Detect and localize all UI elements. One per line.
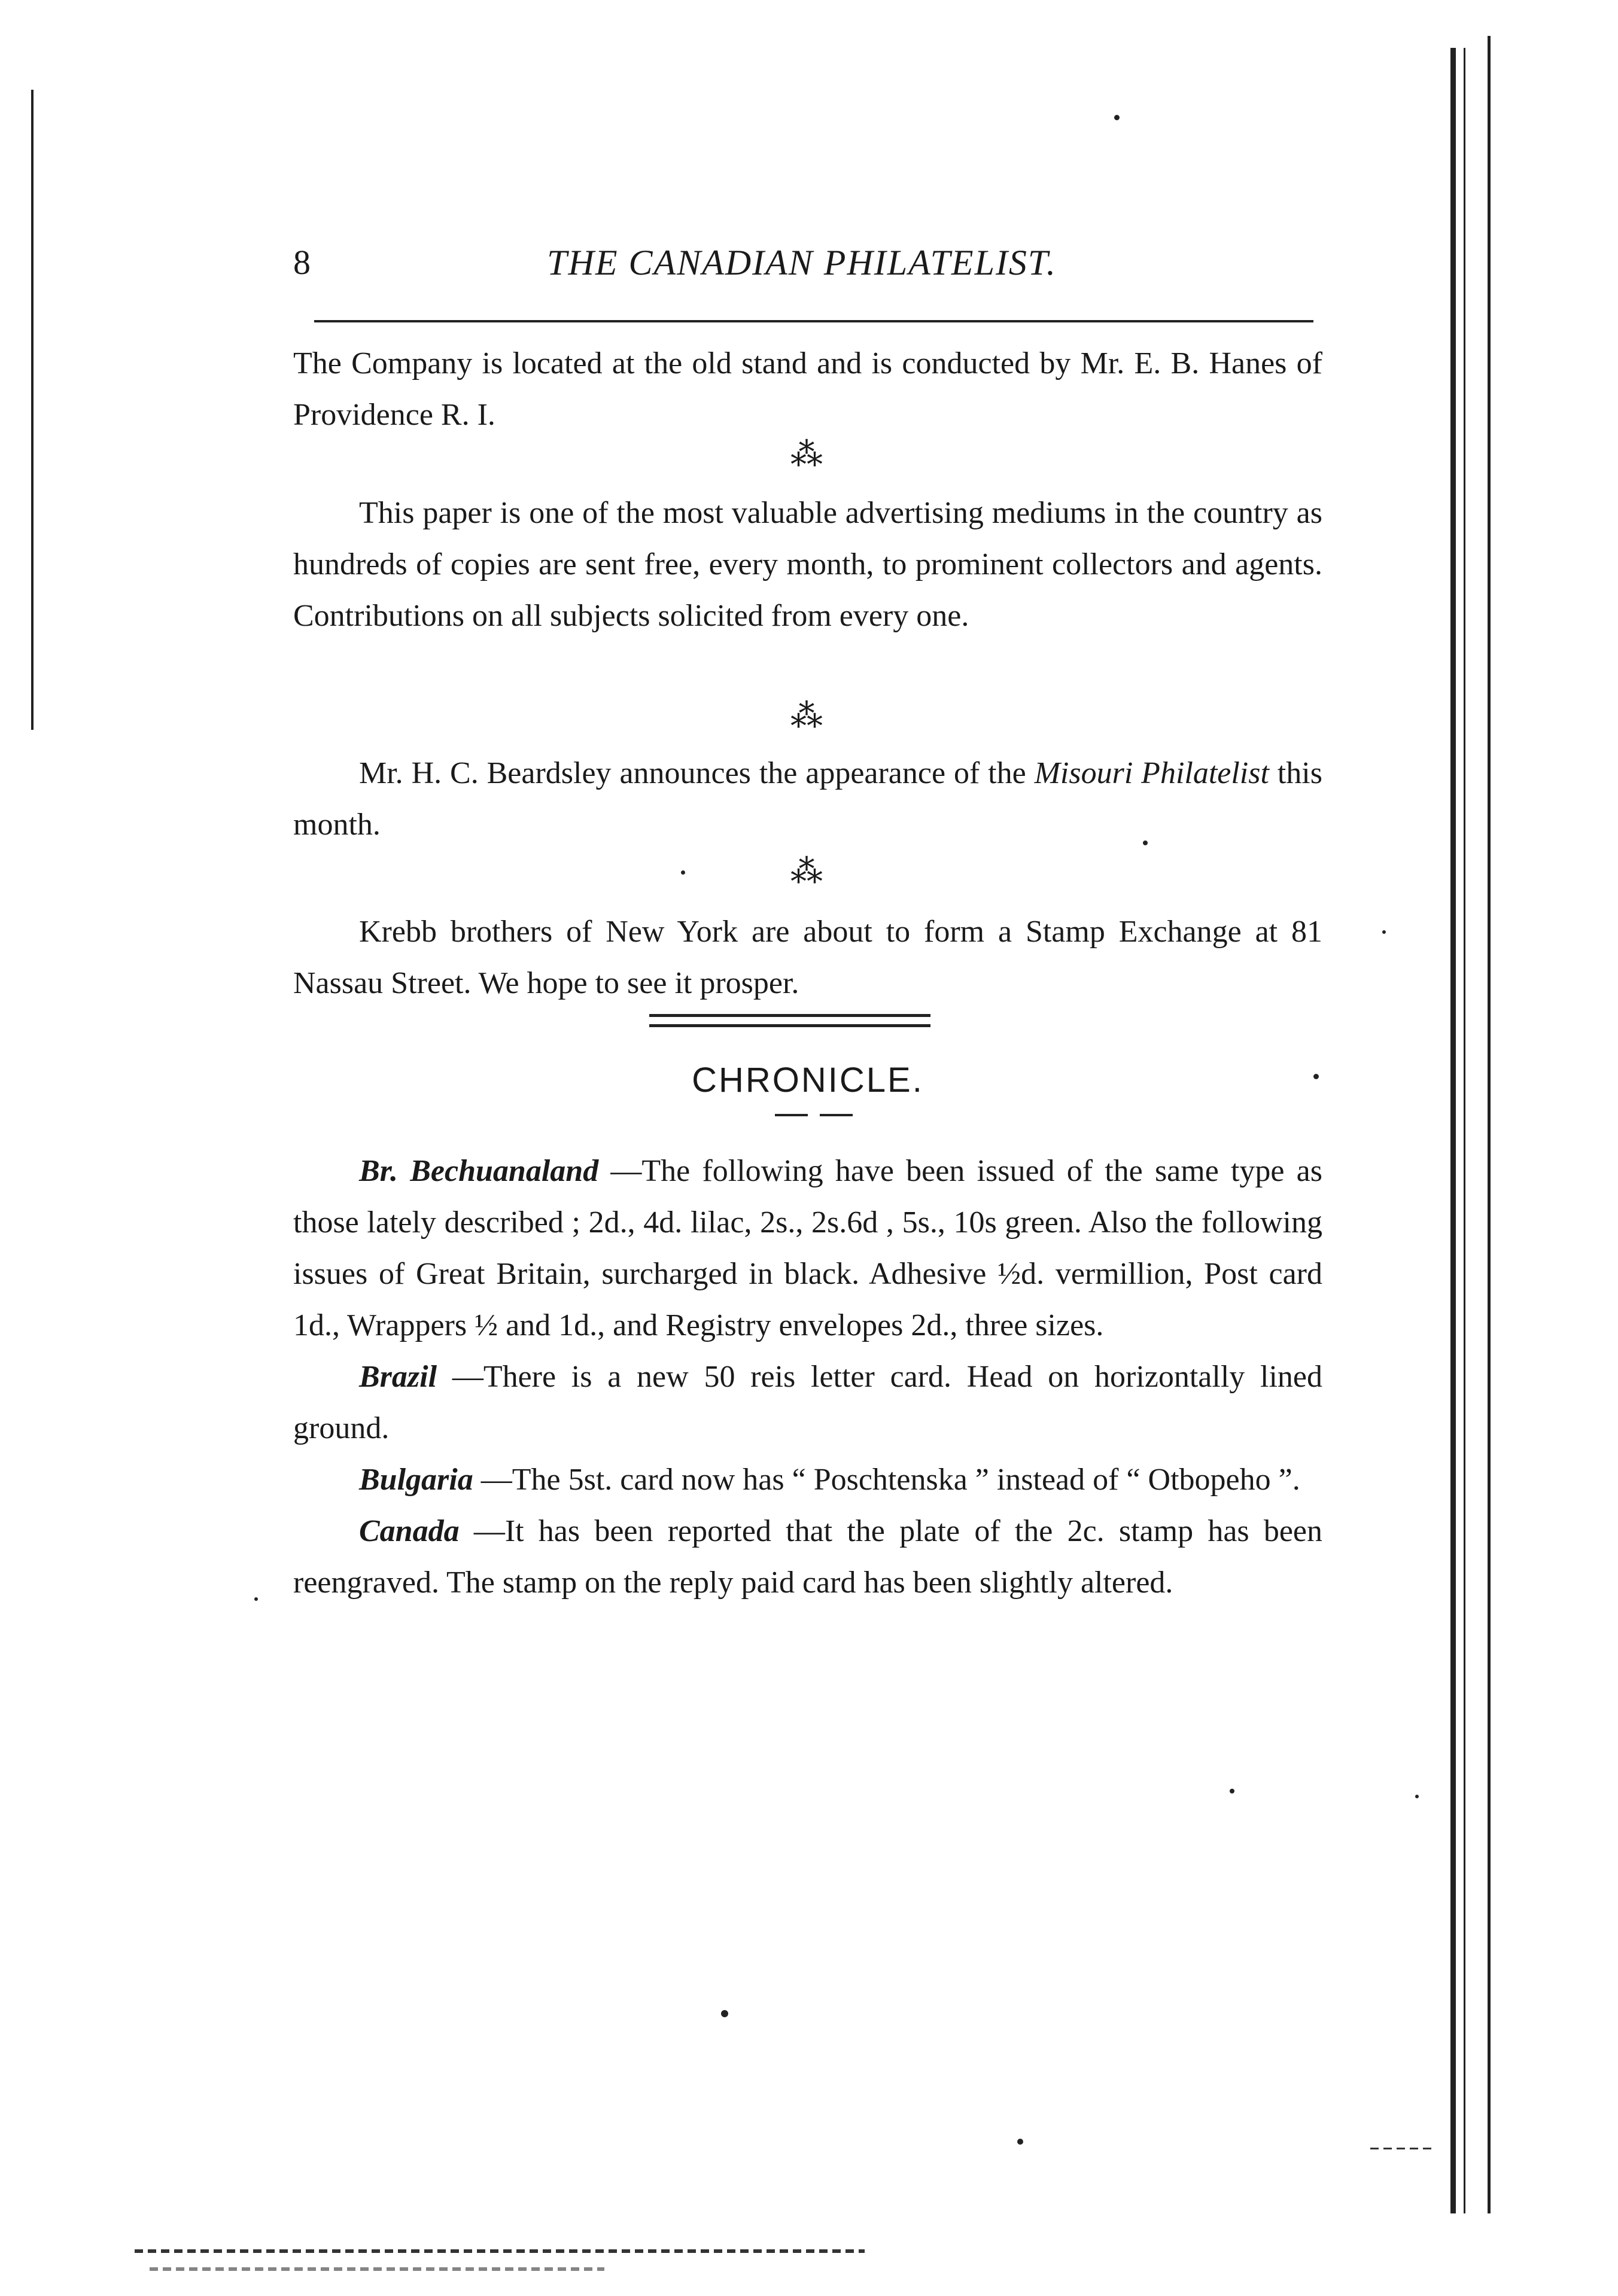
scan-speck <box>1143 841 1148 845</box>
chronicle-text: —The 5st. card now has “ Poschtenska ” instead of “ Otbopeho ”. <box>480 1463 1300 1497</box>
asterism: ⁂ <box>790 854 825 890</box>
note-text: This paper is one of the most valuable advertising mediums in the country as hundreds of copies are sent free, every month, to prominent collectors and agents. Contributions on all subjects solicited from every one. <box>293 496 1322 633</box>
note-paragraph <box>293 748 1322 851</box>
chronicle-country: Brazil <box>359 1360 437 1394</box>
page-number: 8 <box>293 243 311 282</box>
scan-speck <box>1017 2139 1023 2145</box>
note-text: The Company is located at the old stand and is conducted by Mr. E. B. Hanes of Providence R. I. <box>293 346 1322 432</box>
note-text: Krebb brothers of New York are about to form a Stamp Exchange at 81 Nassau Street. We hope to see it prosper. <box>293 915 1322 1000</box>
header-rule <box>314 320 1313 322</box>
chronicle-text: —The following have been issued of the same type as those lately described ; 2d., 4d. lilac, 2s., 2s.6d , 5s., 10s green. Also the following issues of Great Britain, surcharged in black. Adhesive ½d. vermillion, Post card 1d., Wrappers ½ and 1d., and Registry envelopes 2d., three sizes. <box>293 1154 1322 1342</box>
note-text-after: this month. <box>293 756 1322 842</box>
scan-speck <box>254 1597 258 1601</box>
scan-speck <box>681 870 685 875</box>
chronicle-entry <box>293 1351 1322 1454</box>
section-heading: CHRONICLE. <box>692 1061 924 1100</box>
note-paragraph <box>293 338 1322 441</box>
note-text <box>293 748 1322 851</box>
chronicle-country: Canada <box>359 1514 460 1548</box>
right-edge-line-mid <box>1450 48 1456 2213</box>
scan-speck <box>1230 1789 1234 1793</box>
chronicle-entry <box>293 1146 1322 1351</box>
chronicle-text: —It has been reported that the plate of the 2c. stamp has been reengraved. The stamp on the reply paid card has been slightly altered. <box>293 1514 1323 1600</box>
running-title: THE CANADIAN PHILATELIST. <box>547 243 1057 282</box>
note-text-before: Mr. H. C. Beardsley announces the appearance of the <box>359 756 1035 790</box>
heading-underline-1 <box>775 1114 808 1116</box>
note-paragraph <box>293 488 1322 642</box>
scan-speck <box>1114 115 1120 120</box>
asterism: ⁂ <box>790 698 825 734</box>
heading-underline-2 <box>820 1114 853 1116</box>
scan-scratch <box>150 2267 604 2271</box>
scan-speck <box>1313 1074 1319 1079</box>
right-edge-line-inner <box>1464 48 1465 2213</box>
scan-speck <box>1382 930 1386 934</box>
note-paragraph <box>293 906 1322 1009</box>
scan-speck <box>1415 1795 1419 1798</box>
scan-scratch <box>1370 2148 1436 2149</box>
publication-title: Misouri Philatelist <box>1034 756 1269 790</box>
scan-scratch <box>135 2249 865 2253</box>
chronicle-country: Bulgaria <box>359 1463 473 1497</box>
section-double-rule-bottom <box>649 1024 930 1027</box>
asterism: ⁂ <box>790 437 825 473</box>
chronicle-entry <box>293 1454 1322 1506</box>
left-edge-line <box>31 90 34 730</box>
section-double-rule-top <box>649 1014 930 1017</box>
scan-speck <box>721 2010 728 2017</box>
right-edge-line-outer <box>1488 36 1491 2213</box>
chronicle-entry <box>293 1506 1322 1609</box>
chronicle-country: Br. Bechuanaland <box>359 1154 599 1188</box>
chronicle-text: —There is a new 50 reis letter card. Head on horizontally lined ground. <box>293 1360 1322 1445</box>
running-header <box>293 236 1310 290</box>
chronicle-list <box>293 1146 1322 1609</box>
